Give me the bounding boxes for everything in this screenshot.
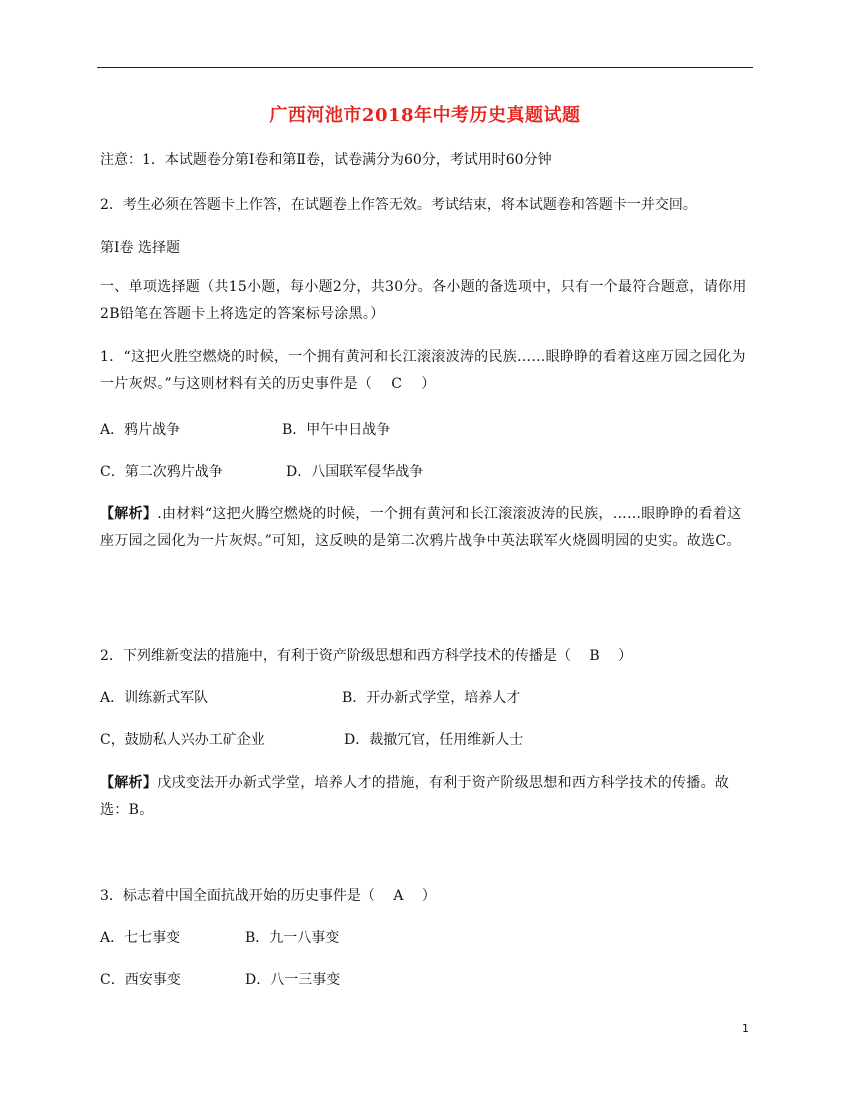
question-3-options-row-2: [100, 967, 340, 993]
question-2-options-row-2: [100, 727, 523, 753]
page-number: 1: [742, 1022, 749, 1035]
question-1-options-row-2: [100, 459, 423, 485]
question-2-analysis: [100, 770, 752, 824]
question-2-option-b: B．开办新式学堂，培养人才: [342, 690, 521, 706]
question-1-analysis: [100, 501, 752, 555]
question-3-option-d: D．八一三事变: [245, 972, 341, 988]
question-1-option-c: C．第二次鸦片战争: [100, 464, 223, 480]
question-3-option-b: B．九一八事变: [245, 930, 340, 946]
part-header: 一、单项选择题（共15小题，每小题2分，共30分。各小题的备选项中，只有一个最符合题意，请你用2B铅笔在答题卡上将选定的答案标号涂黑。）: [100, 279, 747, 322]
page-title: 广西河池市2018年中考历史真题试题: [269, 105, 581, 126]
question-3-option-c: C．西安事变: [100, 972, 181, 988]
question-3-stem: 3．标志着中国全面抗战开始的历史事件是（ A ）: [100, 888, 436, 904]
analysis-label: 【解析】: [100, 506, 158, 522]
question-3-option-a: A．七七事变: [100, 930, 181, 946]
question-1-option-d: D．八国联军侵华战争: [286, 464, 424, 480]
question-3-options-row-1: [100, 925, 339, 951]
question-1-option-a: A．鸦片战争: [100, 422, 181, 438]
question-1-options-row-1: [100, 417, 390, 443]
header-rule: [97, 67, 753, 68]
notes-line-2: 2．考生必须在答题卡上作答，在试题卷上作答无效。考试结束，将本试题卷和答题卡一并交回。: [100, 197, 697, 213]
question-2-option-c: C，鼓励私人兴办工矿企业: [100, 732, 265, 748]
question-1-option-b: B．甲午中日战争: [282, 422, 391, 438]
section-heading: 第Ⅰ卷 选择题: [100, 240, 180, 256]
analysis-label: 【解析】: [100, 775, 158, 791]
analysis-text: .由材料“这把火腾空燃烧的时候，一个拥有黄河和长江滚滚波涛的民族，……眼睁睁的看着这座万园之园化为一片灰烬。”可知，这反映的是第二次鸦片战争中英法联军火烧圆明园的史实。故选C。: [100, 506, 742, 549]
notes-line-1: 注意：1．本试题卷分第Ⅰ卷和第Ⅱ卷，试卷满分为60分，考试用时60分钟: [100, 152, 552, 168]
question-2-options-row-1: [100, 685, 520, 711]
analysis-text: 戊戌变法开办新式学堂，培养人才的措施，有利于资产阶级思想和西方科学技术的传播。故选：B。: [100, 775, 730, 818]
question-2-option-d: D．裁撤冗官，任用维新人士: [344, 732, 524, 748]
question-1-stem: 1．“这把火胜空燃烧的时候，一个拥有黄河和长江滚滚波涛的民族……眼睁睁的看着这座万园之园化为一片灰烬。”与这则材料有关的历史事件是（ C ）: [100, 349, 746, 392]
question-2-option-a: A．训练新式军队: [100, 690, 209, 706]
question-2-stem: 2．下列维新变法的措施中，有利于资产阶级思想和西方科学技术的传播是（ B ）: [100, 648, 633, 664]
